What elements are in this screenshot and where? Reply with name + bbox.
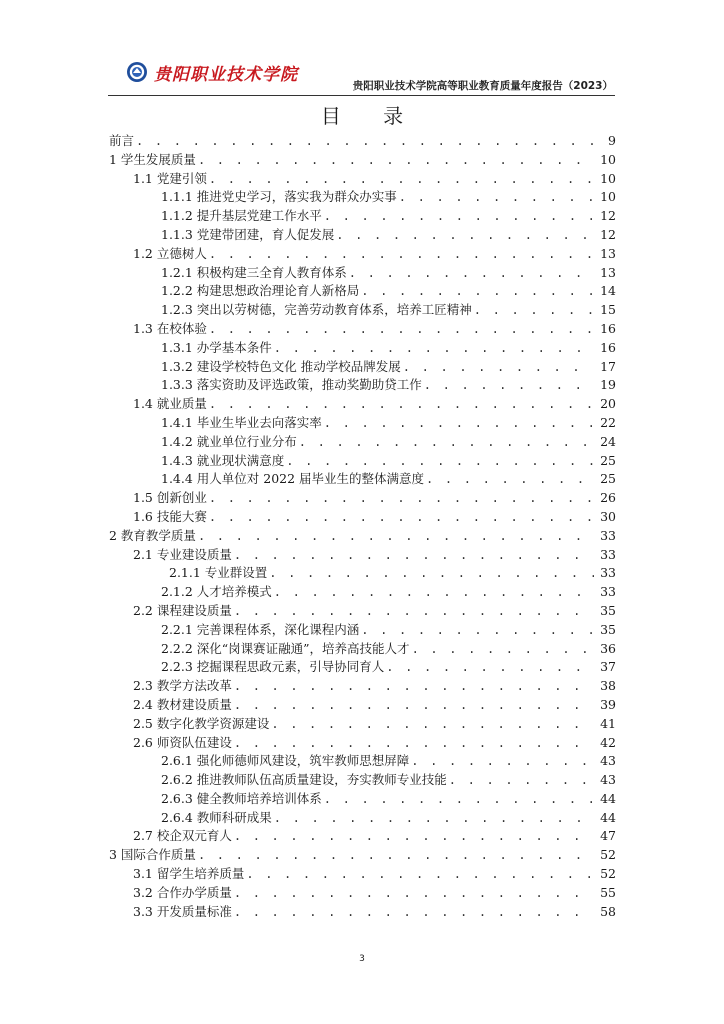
toc-entry-page: 25	[594, 452, 616, 471]
toc-leader-dots	[324, 790, 594, 809]
toc-entry[interactable]	[109, 414, 616, 433]
page-number: 3	[359, 954, 365, 964]
toc-entry[interactable]	[109, 677, 616, 696]
toc-entry[interactable]	[109, 376, 616, 395]
toc-entry[interactable]	[109, 903, 616, 922]
toc-leader-dots	[386, 658, 594, 677]
toc-entry[interactable]	[109, 470, 616, 489]
toc-entry-label: 2 教育教学质量	[109, 527, 198, 546]
toc-entry-page: 33	[594, 546, 616, 565]
toc-leader-dots	[209, 508, 594, 527]
toc-entry-label: 2.1.2 人才培养模式	[161, 583, 274, 602]
toc-entry[interactable]	[109, 433, 616, 452]
table-of-contents	[109, 132, 616, 921]
toc-entry-label: 1.3.2 建设学校特色文化 推动学校品牌发展	[161, 358, 403, 377]
toc-entry-page: 26	[594, 489, 616, 508]
toc-entry[interactable]	[109, 489, 616, 508]
toc-entry-label: 2.3 教学方法改革	[133, 677, 234, 696]
toc-entry-label: 2.2 课程建设质量	[133, 602, 234, 621]
toc-entry-page: 22	[594, 414, 616, 433]
toc-entry-page: 39	[594, 696, 616, 715]
toc-leader-dots	[234, 903, 594, 922]
toc-entry-page: 17	[594, 358, 616, 377]
toc-leader-dots	[286, 452, 594, 471]
toc-entry-label: 1.4.3 就业现状满意度	[161, 452, 286, 471]
toc-entry-page: 20	[594, 395, 616, 414]
toc-entry-label: 1.2.2 构建思想政治理论育人新格局	[161, 282, 361, 301]
toc-entry-label: 1.1.2 提升基层党建工作水平	[161, 207, 324, 226]
toc-entry-label: 2.1.1 专业群设置	[169, 564, 269, 583]
toc-entry-page: 14	[594, 282, 616, 301]
toc-leader-dots	[336, 226, 594, 245]
school-seal-icon	[126, 61, 148, 83]
toc-entry-page: 52	[594, 865, 616, 884]
toc-leader-dots	[324, 414, 594, 433]
toc-entry-page: 52	[594, 846, 616, 865]
toc-entry-label: 2.6.2 推进教师队伍高质量建设，夯实教师专业技能	[161, 771, 449, 790]
toc-entry-label: 3 国际合作质量	[109, 846, 198, 865]
toc-entry[interactable]	[109, 790, 616, 809]
toc-entry[interactable]	[109, 640, 616, 659]
report-title: 贵阳职业技术学院高等职业教育质量年度报告（2023）	[352, 80, 613, 92]
toc-entry[interactable]	[109, 621, 616, 640]
toc-entry[interactable]	[109, 395, 616, 414]
toc-entry[interactable]	[109, 245, 616, 264]
toc-leader-dots	[269, 564, 594, 583]
toc-entry-label: 1.4.1 毕业生毕业去向落实率	[161, 414, 324, 433]
toc-entry[interactable]	[109, 771, 616, 790]
toc-leader-dots	[426, 470, 594, 489]
toc-leader-dots	[234, 677, 594, 696]
toc-entry-label: 1.4.2 就业单位行业分布	[161, 433, 299, 452]
toc-entry-page: 43	[594, 752, 616, 771]
toc-entry-label: 2.6.3 健全教师培养培训体系	[161, 790, 324, 809]
toc-entry[interactable]	[109, 602, 616, 621]
toc-leader-dots	[424, 376, 594, 395]
toc-entry[interactable]	[109, 301, 616, 320]
toc-entry[interactable]	[109, 226, 616, 245]
toc-leader-dots	[198, 846, 594, 865]
toc-leader-dots	[299, 433, 594, 452]
toc-entry-label: 2.6.1 强化师德师风建设，筑牢教师思想屏障	[161, 752, 411, 771]
toc-entry[interactable]	[109, 339, 616, 358]
toc-entry-page: 13	[594, 245, 616, 264]
toc-entry-label: 1.6 技能大赛	[133, 508, 209, 527]
toc-entry-page: 10	[594, 188, 616, 207]
toc-leader-dots	[234, 734, 594, 753]
toc-entry[interactable]	[109, 452, 616, 471]
toc-entry-label: 2.2.3 挖掘课程思政元素，引导协同育人	[161, 658, 386, 677]
toc-leader-dots	[209, 395, 594, 414]
toc-entry-page: 47	[594, 827, 616, 846]
toc-entry-page: 35	[594, 621, 616, 640]
toc-entry-page: 30	[594, 508, 616, 527]
toc-entry[interactable]	[109, 865, 616, 884]
toc-entry-label: 1 学生发展质量	[109, 151, 198, 170]
toc-entry[interactable]	[109, 151, 616, 170]
toc-title: 目 录	[320, 104, 422, 128]
toc-entry-label: 2.4 教材建设质量	[133, 696, 234, 715]
toc-entry-label: 2.5 数字化教学资源建设	[133, 715, 271, 734]
toc-entry[interactable]	[109, 170, 616, 189]
toc-leader-dots	[234, 602, 594, 621]
toc-entry-page: 36	[594, 640, 616, 659]
toc-entry-page: 33	[594, 564, 616, 583]
toc-entry[interactable]	[109, 282, 616, 301]
toc-leader-dots	[209, 170, 594, 189]
toc-entry-page: 33	[594, 583, 616, 602]
toc-entry-label: 1.3.3 落实资助及评选政策，推动奖勤助贷工作	[161, 376, 424, 395]
toc-entry-page: 9	[594, 132, 616, 151]
toc-entry[interactable]	[109, 715, 616, 734]
toc-entry-label: 1.3.1 办学基本条件	[161, 339, 274, 358]
toc-entry-page: 58	[594, 903, 616, 922]
toc-entry-page: 24	[594, 433, 616, 452]
toc-entry-label: 2.6 师资队伍建设	[133, 734, 234, 753]
toc-entry-label: 2.7 校企双元育人	[133, 827, 234, 846]
toc-leader-dots	[411, 752, 594, 771]
toc-entry[interactable]	[109, 884, 616, 903]
toc-entry[interactable]	[109, 527, 616, 546]
toc-leader-dots	[412, 640, 594, 659]
toc-entry-page: 16	[594, 320, 616, 339]
toc-entry-page: 41	[594, 715, 616, 734]
toc-entry[interactable]	[109, 358, 616, 377]
toc-entry[interactable]	[109, 546, 616, 565]
toc-entry[interactable]	[109, 320, 616, 339]
toc-entry[interactable]	[109, 583, 616, 602]
toc-entry-page: 12	[594, 207, 616, 226]
toc-leader-dots	[136, 132, 594, 151]
toc-entry[interactable]	[109, 846, 616, 865]
toc-leader-dots	[198, 527, 594, 546]
toc-entry-label: 3.3 开发质量标准	[133, 903, 234, 922]
toc-entry-page: 16	[594, 339, 616, 358]
toc-entry-page: 38	[594, 677, 616, 696]
toc-leader-dots	[234, 546, 594, 565]
toc-leader-dots	[349, 264, 594, 283]
toc-entry[interactable]	[109, 188, 616, 207]
toc-leader-dots	[361, 282, 594, 301]
toc-entry[interactable]	[109, 564, 616, 583]
toc-leader-dots	[209, 320, 594, 339]
toc-entry-page: 19	[594, 376, 616, 395]
toc-entry-label: 2.1 专业建设质量	[133, 546, 234, 565]
toc-leader-dots	[274, 583, 594, 602]
toc-leader-dots	[403, 358, 594, 377]
school-logo	[126, 58, 298, 86]
toc-entry[interactable]	[109, 508, 616, 527]
toc-leader-dots	[209, 245, 594, 264]
toc-entry-page: 43	[594, 771, 616, 790]
toc-entry-page: 15	[594, 301, 616, 320]
header-divider	[108, 95, 615, 96]
toc-entry-page: 44	[594, 809, 616, 828]
toc-entry[interactable]	[109, 809, 616, 828]
toc-entry-label: 前言	[109, 132, 136, 151]
toc-entry-label: 1.1.1 推进党史学习，落实我为群众办实事	[161, 188, 399, 207]
toc-leader-dots	[234, 827, 594, 846]
toc-entry-label: 3.1 留学生培养质量	[133, 865, 246, 884]
toc-leader-dots	[234, 696, 594, 715]
toc-leader-dots	[271, 715, 594, 734]
toc-entry-page: 35	[594, 602, 616, 621]
school-logo-text: 贵阳职业技术学院	[154, 64, 298, 85]
toc-leader-dots	[246, 865, 594, 884]
toc-entry[interactable]	[109, 658, 616, 677]
toc-entry[interactable]	[109, 752, 616, 771]
toc-entry[interactable]	[109, 207, 616, 226]
toc-leader-dots	[234, 884, 594, 903]
toc-entry[interactable]	[109, 696, 616, 715]
toc-entry[interactable]	[109, 264, 616, 283]
toc-entry-page: 33	[594, 527, 616, 546]
toc-entry-label: 3.2 合作办学质量	[133, 884, 234, 903]
toc-entry-label: 2.2.2 深化“岗课赛证融通”，培养高技能人才	[161, 640, 412, 659]
toc-leader-dots	[361, 621, 594, 640]
toc-entry-label: 1.1.3 党建带团建，育人促发展	[161, 226, 336, 245]
toc-leader-dots	[274, 339, 594, 358]
toc-entry-label: 1.3 在校体验	[133, 320, 209, 339]
toc-leader-dots	[324, 207, 594, 226]
toc-entry[interactable]	[109, 132, 616, 151]
toc-entry-label: 1.2.1 积极构建三全育人教育体系	[161, 264, 349, 283]
toc-entry-page: 37	[594, 658, 616, 677]
toc-leader-dots	[209, 489, 594, 508]
toc-entry-label: 2.6.4 教师科研成果	[161, 809, 274, 828]
toc-entry-label: 1.2 立德树人	[133, 245, 209, 264]
toc-entry-label: 1.1 党建引领	[133, 170, 209, 189]
toc-entry-page: 10	[594, 170, 616, 189]
toc-entry-page: 42	[594, 734, 616, 753]
toc-entry-page: 12	[594, 226, 616, 245]
toc-entry-page: 25	[594, 470, 616, 489]
toc-entry[interactable]	[109, 827, 616, 846]
toc-entry[interactable]	[109, 734, 616, 753]
toc-entry-page: 44	[594, 790, 616, 809]
toc-leader-dots	[274, 809, 594, 828]
toc-entry-label: 2.2.1 完善课程体系，深化课程内涵	[161, 621, 361, 640]
toc-entry-page: 13	[594, 264, 616, 283]
toc-entry-label: 1.4 就业质量	[133, 395, 209, 414]
toc-entry-page: 55	[594, 884, 616, 903]
toc-entry-label: 1.2.3 突出以劳树德，完善劳动教育体系，培养工匠精神	[161, 301, 474, 320]
toc-leader-dots	[449, 771, 594, 790]
toc-leader-dots	[474, 301, 594, 320]
toc-entry-label: 1.5 创新创业	[133, 489, 209, 508]
toc-entry-label: 1.4.4 用人单位对 2022 届毕业生的整体满意度	[161, 470, 426, 489]
toc-leader-dots	[198, 151, 594, 170]
toc-leader-dots	[399, 188, 594, 207]
toc-entry-page: 10	[594, 151, 616, 170]
